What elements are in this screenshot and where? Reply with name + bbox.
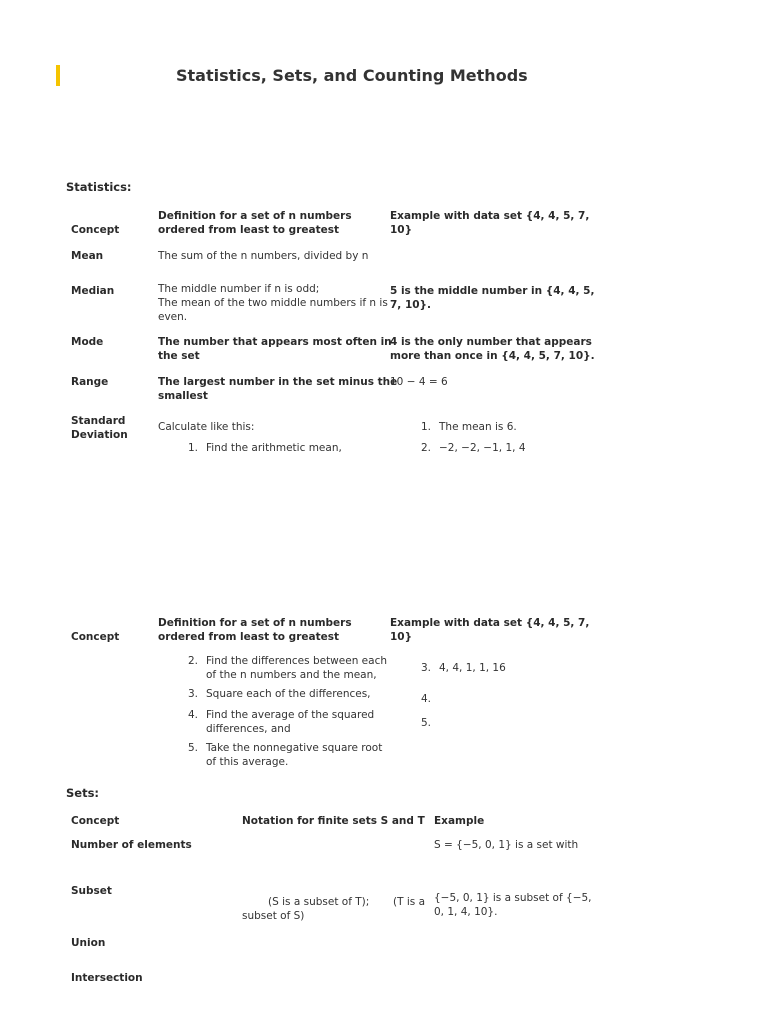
stats-header-example: Example with data set {4, 4, 5, 7, 10} [390, 210, 590, 236]
mode-definition: The number that appears most often in the set [158, 336, 392, 362]
mode-example: 4 is the only number that appears more than once in {4, 4, 5, 7, 10}. [390, 336, 595, 362]
intersection-label: Intersection [71, 972, 143, 984]
subset-example: {−5, 0, 1} is a subset of {−5, 0, 1, 4, 10}. [434, 892, 592, 918]
sets-header-example: Example [434, 815, 485, 827]
stats-cont-header-definition: Definition for a set of n numbers ordered from least to greatest [158, 617, 352, 643]
range-definition: The largest number in the set minus the smallest [158, 376, 398, 402]
page-title: Statistics, Sets, and Counting Methods [176, 66, 528, 85]
stats-header-definition: Definition for a set of n numbers ordered from least to greatest [158, 210, 352, 236]
mode-label: Mode [71, 336, 104, 348]
std-label: Standard Deviation [71, 415, 128, 441]
subset-notation-3: subset of S) [242, 910, 305, 922]
range-label: Range [71, 376, 109, 388]
stats-header-concept: Concept [71, 224, 120, 236]
std-intro: Calculate like this: [158, 421, 255, 433]
sets-header-notation: Notation for finite sets S and T [242, 815, 425, 827]
subset-notation-2: (T is a [393, 896, 426, 908]
median-label: Median [71, 285, 115, 297]
sets-header-concept: Concept [71, 815, 120, 827]
mean-definition: The sum of the n numbers, divided by n [158, 250, 369, 262]
stats-cont-header-example: Example with data set {4, 4, 5, 7, 10} [390, 617, 590, 643]
range-example: 10 − 4 = 6 [390, 376, 448, 388]
statistics-heading: Statistics: [66, 180, 132, 194]
mean-label: Mean [71, 250, 104, 262]
number-of-elements-example: S = {−5, 0, 1} is a set with [434, 839, 579, 851]
median-example: 5 is the middle number in {4, 4, 5, 7, 10}. [390, 285, 595, 311]
number-of-elements-label: Number of elements [71, 839, 192, 851]
stats-cont-header-concept: Concept [71, 631, 120, 643]
union-label: Union [71, 937, 106, 949]
sets-heading: Sets: [66, 786, 100, 800]
subset-label: Subset [71, 885, 112, 897]
median-definition: The middle number if n is odd; The mean of the two middle numbers if n is even. [158, 283, 388, 323]
subset-notation-1: (S is a subset of T); [268, 896, 370, 908]
accent-bar [56, 65, 60, 86]
